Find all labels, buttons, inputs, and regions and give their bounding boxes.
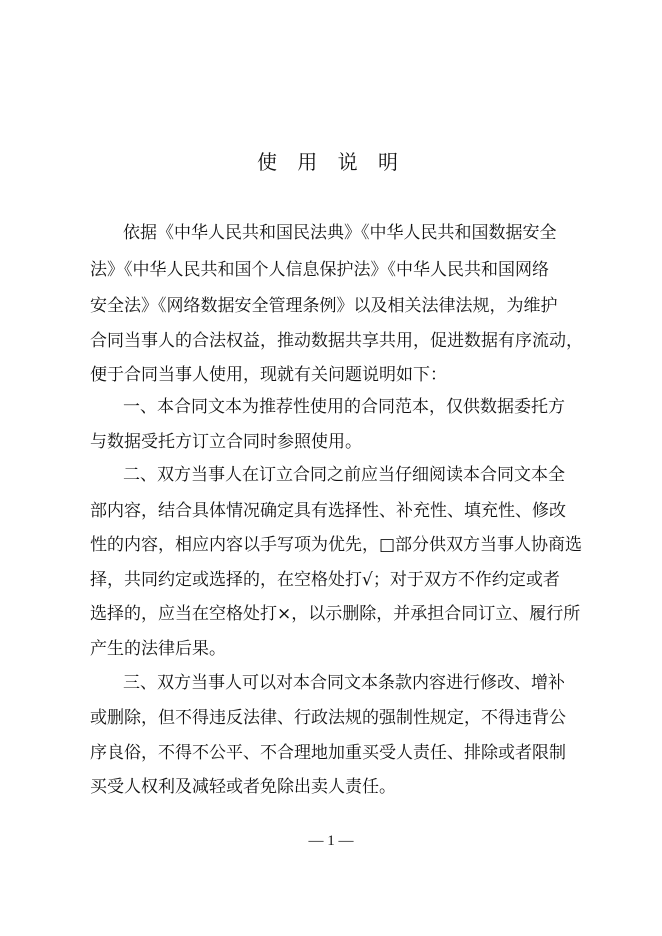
paragraph-intro-line-5: 便于合同当事人使用，现就有关问题说明如下： — [90, 365, 447, 385]
paragraph-intro-line-3: 安全法》《网络数据安全管理条例》以及相关法律法规，为维护 — [90, 296, 558, 316]
paragraph-item-2-line-2: 部内容，结合具体情况确定具有选择性、补充性、填充性、修改 — [90, 501, 566, 521]
paragraph-item-3-line-1: 三、双方当事人可以对本合同文本条款内容进行修改、增补 — [123, 673, 565, 693]
paragraph-item-2-line-1: 二、双方当事人在订立合同之前应当仔细阅读本合同文本全 — [123, 465, 565, 485]
paragraph-item-2-line-5: 选择的，应当在空格处打×，以示删除，并承担合同订立、履行所 — [90, 604, 581, 624]
paragraph-item-2-line-6: 产生的法律后果。 — [90, 639, 226, 659]
paragraph-item-2-line-3: 性的内容，相应内容以手写项为优先，□部分供双方当事人协商选 — [90, 535, 583, 555]
paragraph-item-3-line-2: 或删除，但不得违反法律、行政法规的强制性规定，不得违背公 — [90, 708, 566, 728]
paragraph-item-1-line-2: 与数据受托方订立合同时参照使用。 — [90, 432, 362, 452]
paragraph-intro-line-2: 法》《中华人民共和国个人信息保护法》《中华人民共和国网络 — [90, 260, 549, 280]
paragraph-item-2-line-4: 择，共同约定或选择的，在空格处打√；对于双方不作约定或者 — [90, 570, 560, 590]
paragraph-intro-line-4: 合同当事人的合法权益，推动数据共享共用，促进数据有序流动， — [90, 331, 583, 351]
paragraph-item-3-line-3: 序良俗，不得不公平、不合理地加重买受人责任、排除或者限制 — [90, 743, 566, 763]
paragraph-item-3-line-4: 买受人权利及减轻或者免除出卖人责任。 — [90, 777, 396, 797]
paragraph-intro-line-1: 依据《中华人民共和国民法典》《中华人民共和国数据安全 — [123, 223, 557, 243]
paragraph-item-1-line-1: 一、本合同文本为推荐性使用的合同范本，仅供数据委托方 — [123, 397, 565, 417]
document-title: 使 用 说 明 — [256, 150, 406, 174]
page-number: — 1 — — [308, 833, 354, 849]
